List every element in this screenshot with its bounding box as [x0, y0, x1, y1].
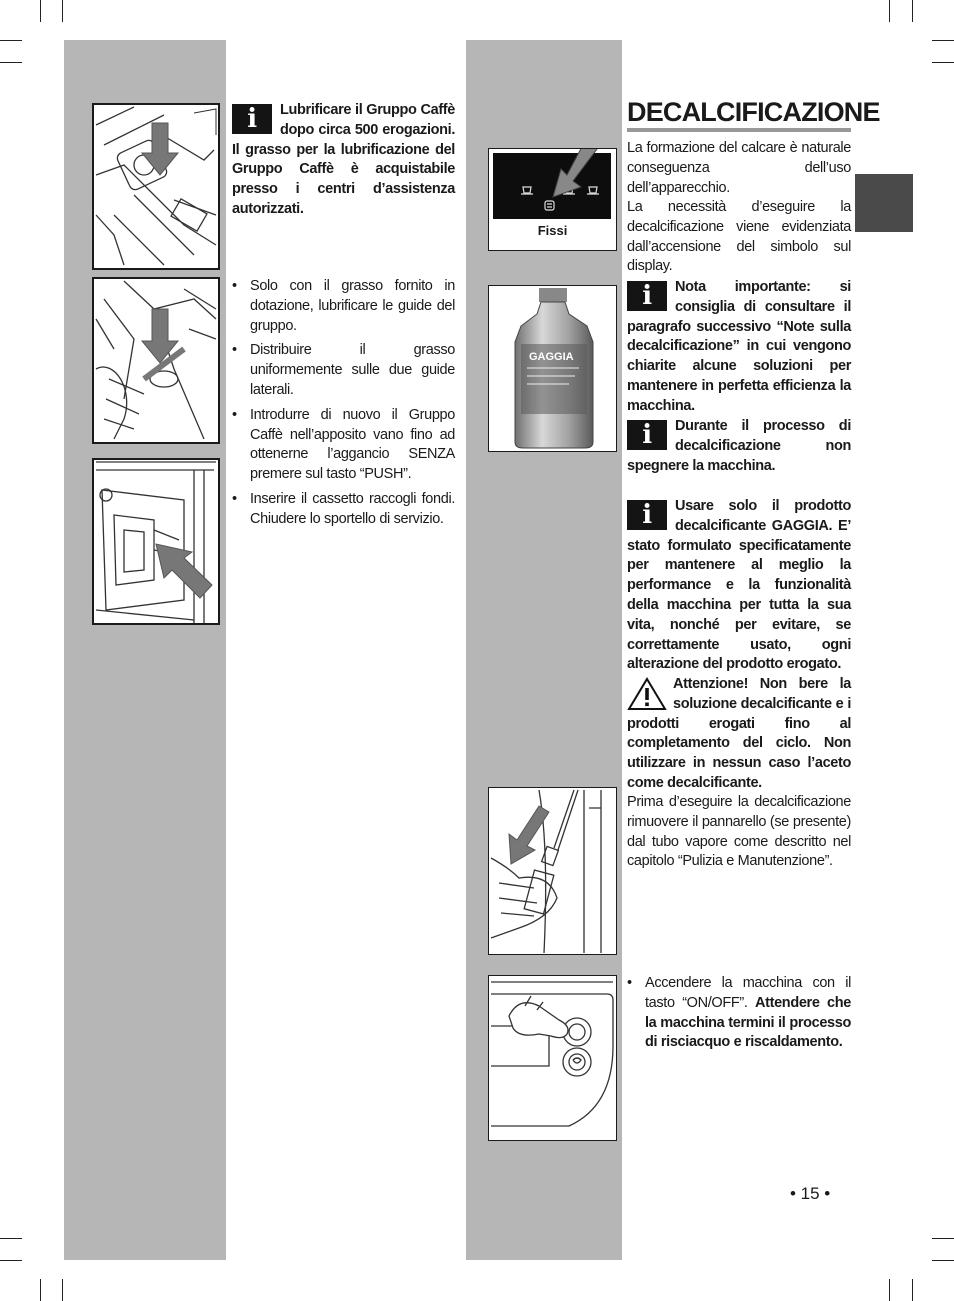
figure-display [488, 148, 617, 251]
crop-mark [932, 40, 954, 41]
info-icon: i [627, 281, 667, 311]
info-icon: i [232, 104, 272, 134]
figure-decalcifier-bottle [488, 285, 617, 452]
note-gaggia-product [627, 497, 851, 675]
power-on-step-plain: Accendere la macchina con il tasto “ON/OFF”. [645, 975, 851, 1011]
note-important-text: Nota importante: si consiglia di consultare il paragrafo successivo “Note sulla decalcificazione” in cui vengono chiarite alcune soluzioni per mantenere in perfetta efficienza la macchina. [627, 279, 851, 414]
crop-mark [0, 40, 22, 41]
crop-mark [889, 0, 890, 22]
section-title: DECALCIFICAZIONE [627, 96, 851, 132]
crop-mark [912, 0, 913, 22]
list-item: • Solo con il grasso fornito in dotazione, lubrificare le guide del gruppo. [232, 277, 455, 336]
crop-mark [0, 1238, 22, 1239]
figure-on-off-button [488, 975, 617, 1141]
figure-steam-wand [488, 787, 617, 955]
info-lubrication [232, 101, 455, 220]
list-item: • Introdurre di nuovo il Gruppo Caffè nell’apposito vano fino ad ottenerne l’aggancio SENZA premere sul tasto “PUSH”. [232, 406, 455, 485]
display-caption: Fissi [537, 223, 568, 238]
power-on-step [627, 974, 851, 1058]
crop-mark [40, 0, 41, 22]
warning-block [627, 675, 851, 794]
display-screen [493, 153, 611, 219]
crop-mark [62, 1279, 63, 1301]
info-icon: i [627, 420, 667, 450]
para-symbol: La necessità d’eseguire la decalcificazione viene evidenziata dall’accensione del simbolo sul display. [627, 199, 851, 275]
figure-group-lubrication [92, 103, 220, 270]
crop-mark [0, 62, 22, 63]
info-icon: i [627, 500, 667, 530]
note-no-switch-off-text: Durante il processo di decalcificazione non spegnere la macchina. [627, 418, 851, 474]
crop-mark [932, 62, 954, 63]
crop-mark [889, 1279, 890, 1301]
crop-mark [912, 1279, 913, 1301]
section-tab [855, 174, 913, 232]
figure-group-grease [92, 277, 220, 444]
crop-mark [0, 1260, 22, 1261]
para-remove-pannarello: Prima d’eseguire la decalcificazione rimuovere il pannarello (se presente) dal tubo vapore come descritto nel capitolo “Pulizia e Manutenzione”. [627, 794, 851, 870]
info-lubrication-text: Lubrificare il Gruppo Caffè dopo circa 500 erogazioni. Il grasso per la lubrificazione del Gruppo Caffè è acquistabile presso i centri d’assistenza autorizzati. [232, 102, 455, 217]
crop-mark [62, 0, 63, 22]
power-on-step-bold: Attendere che la macchina termini il processo di risciacquo e riscaldamento. [645, 994, 851, 1051]
lubrication-steps [232, 277, 455, 535]
crop-mark [40, 1279, 41, 1301]
crop-mark [932, 1238, 954, 1239]
warning-icon [627, 677, 667, 711]
figure-grounds-drawer [92, 458, 220, 625]
para-limescale: La formazione del calcare è naturale conseguenza dell’uso dell’apparecchio. [627, 140, 851, 196]
note-gaggia-product-text: Usare solo il prodotto decalcificante GAGGIA. E’ stato formulato specificatamente per mantenere al meglio la performance e la funzionalità della macchina per tutta la sua vita, nonché per evitare, se correttamente usato, ogni alterazione del prodotto erogato. [627, 498, 851, 673]
list-item [627, 974, 851, 1053]
note-no-switch-off [627, 417, 851, 476]
list-item: • Inserire il cassetto raccogli fondi. Chiudere lo sportello di servizio. [232, 490, 455, 530]
bottle-brand-label: GAGGIA [529, 351, 574, 363]
list-item: • Distribuire il grasso uniformemente sulle due guide laterali. [232, 341, 455, 400]
warning-text: Attenzione! Non bere la soluzione decalcificante e i prodotti erogati fino al completamento del ciclo. Non utilizzare in nessun caso l’aceto come decalcificante. [627, 676, 851, 791]
note-important [627, 278, 851, 417]
crop-mark [932, 1260, 954, 1261]
page-number: • 15 • [790, 1184, 831, 1203]
